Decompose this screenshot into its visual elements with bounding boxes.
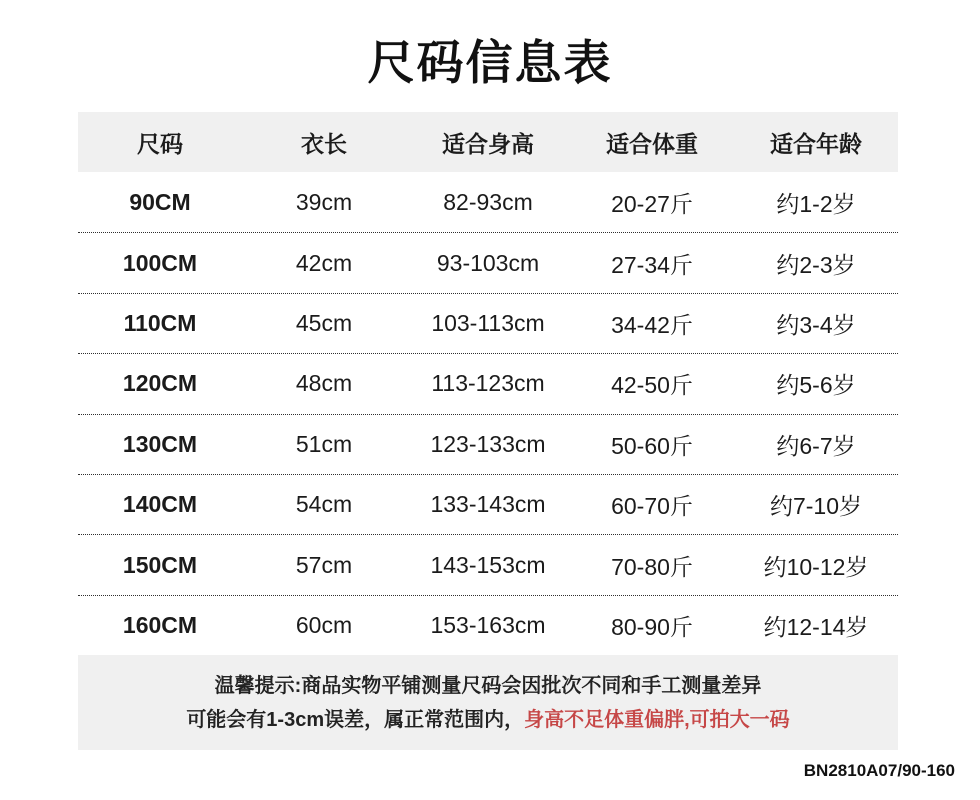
cell-height: 103-113cm — [431, 309, 545, 336]
table-header-row — [78, 112, 898, 172]
table-row — [78, 293, 898, 353]
cell-length: 54cm — [295, 491, 353, 518]
cell-length: 60cm — [295, 611, 353, 638]
table-row — [78, 172, 898, 232]
cell-length: 48cm — [295, 370, 353, 397]
note-line-1 — [78, 669, 898, 703]
cell-size: 160CM — [122, 611, 198, 638]
table-row — [78, 474, 898, 534]
table-row — [78, 534, 898, 594]
cell-height: 82-93cm — [443, 188, 533, 215]
cell-height: 123-133cm — [430, 430, 546, 457]
cell-weight: 34-42斤 — [611, 311, 693, 338]
cell-size: 110CM — [123, 309, 197, 336]
cell-size: 90CM — [129, 188, 191, 215]
cell-age: 约7-10岁 — [769, 493, 863, 520]
cell-age: 约2-3岁 — [776, 251, 856, 278]
cell-size: 100CM — [122, 249, 198, 276]
page-title: 尺码信息表 — [367, 36, 613, 89]
cell-weight: 20-27斤 — [611, 190, 693, 217]
cell-weight: 60-70斤 — [611, 493, 693, 520]
cell-weight: 27-34斤 — [611, 251, 693, 278]
note-text-1: 温馨提示:商品实物平铺测量尺码会因批次不同和手工测量差异 — [214, 674, 762, 697]
header-cell-weight: 适合体重 — [606, 130, 698, 157]
cell-height: 133-143cm — [430, 491, 546, 518]
table-row — [78, 353, 898, 413]
cell-length: 39cm — [295, 188, 353, 215]
header-cell-size: 尺码 — [137, 130, 183, 157]
cell-age: 约12-14岁 — [763, 613, 869, 640]
cell-length: 45cm — [295, 309, 353, 336]
cell-weight: 42-50斤 — [611, 372, 693, 399]
cell-height: 143-153cm — [430, 551, 546, 578]
table-row — [78, 414, 898, 474]
header-cell-height: 适合身高 — [442, 130, 534, 157]
size-table — [78, 112, 898, 750]
cell-height: 113-123cm — [431, 370, 545, 397]
cell-length: 51cm — [295, 430, 353, 457]
product-code: BN2810A07/90-160 — [803, 761, 955, 780]
cell-age: 约5-6岁 — [776, 372, 856, 399]
cell-age: 约3-4岁 — [776, 311, 856, 338]
cell-weight: 80-90斤 — [611, 613, 693, 640]
table-body — [78, 172, 898, 655]
cell-length: 57cm — [295, 551, 353, 578]
cell-age: 约6-7岁 — [776, 432, 856, 459]
cell-height: 153-163cm — [430, 611, 546, 638]
table-row — [78, 232, 898, 292]
cell-age: 约10-12岁 — [763, 553, 869, 580]
header-cell-length: 衣长 — [301, 130, 347, 157]
cell-age: 约1-2岁 — [776, 190, 856, 217]
cell-length: 42cm — [295, 249, 353, 276]
note-text-highlight: 身高不足体重偏胖,可拍大一码 — [524, 708, 790, 731]
cell-size: 130CM — [122, 430, 198, 457]
note-box — [78, 655, 898, 750]
cell-size: 150CM — [122, 551, 198, 578]
header-cell-age: 适合年龄 — [770, 130, 862, 157]
cell-size: 140CM — [122, 491, 198, 518]
cell-size: 120CM — [122, 370, 198, 397]
cell-weight: 50-60斤 — [611, 432, 693, 459]
cell-height: 93-103cm — [436, 249, 540, 276]
table-row — [78, 595, 898, 655]
note-line-2 — [78, 703, 898, 737]
note-text-2: 可能会有1-3cm误差，属正常范围内， — [186, 708, 525, 731]
cell-weight: 70-80斤 — [611, 553, 693, 580]
